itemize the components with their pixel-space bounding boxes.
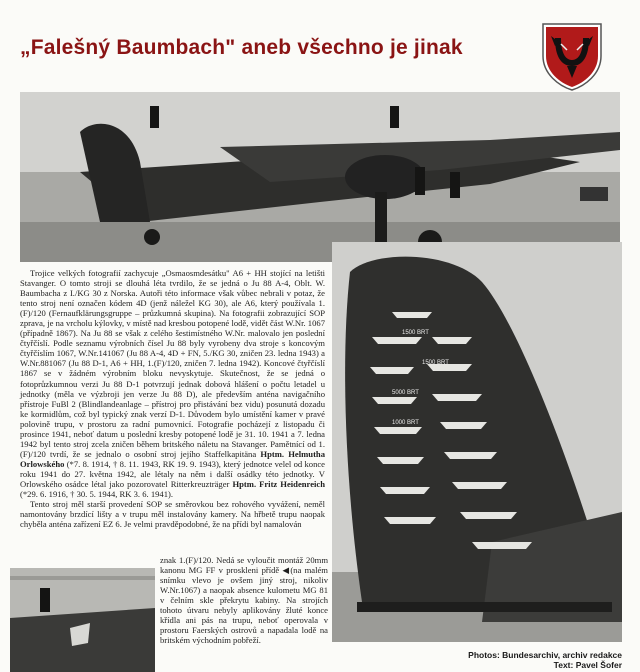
tail-fin-photo bbox=[332, 242, 622, 642]
photo-credit: Photos: Bundesarchiv, archiv redakce bbox=[468, 650, 622, 660]
person-name: Hptm. Helmutha Orlowského bbox=[20, 448, 326, 469]
article-title: „Falešný Baumbach" aneb všechno je jinak bbox=[20, 36, 463, 59]
person-name: Hptm. Fritz Heidenreich bbox=[232, 478, 325, 489]
article-paragraph: Tento stroj měl starší provedení SOP se směrovkou bez rohového vyvážení, neměl namontovány brzdící lišty a v trupu měl instalovány kamery. Na hřbetě trupu naopak chyběla anténa zařízení EZ 6. Je velmi pravděpodobné, že na přídi byl namalován bbox=[20, 499, 325, 530]
aircraft-photo-top bbox=[20, 92, 620, 262]
article-body: Trojice velkých fotografií zachycuje „Osmaosmdesátku" A6 + HH stojící na letišti Stavanger. O tomto stroji se dlouhá léta tvrdilo, že se jedná o Ju 88 A-4, Oblt. W. Baumbacha z I./KG 30 z Norska. Autoři této informace však vůbec nebrali v potaz, že tento stroj není označen kódem 4D (jenž náležel KG 30), ale A6, který používala 1.(F)/120 (Fernaufklärungsgruppe – průzkumná skupina). Na fotografii zobrazující SOP zprava, je na vrcholu kýlovky, v místě nad kresbou potopené lodě, vidět část W.Nr. 1067 (případně 1867). Na Ju 88 se však z celého šestimístného W.Nr. malovalo jen poslední čtyřčíslí. Podle seznamu výrobních čísel Ju 88 byly vyrobeny dva stroje s koncovým čtyřčíslím 1067, W.Nr.141067 (Ju 88 A-4, 4D + FN, 5./KG 30, zničen 23. ledna 1943) a W.Nr.881067 (Ju 88 D-1, A6 + HH, 1.(F)/120, zničen 7. ledna 1942). Koncové čtyřčíslí 1867 se v žádném výrobním bloku nevyskytuje. Skutečnost, že se jedná o fotoprůzkumnou verzi Ju 88 D-1 potvrzují jednak dobová hlášení o počtu letadel u jednotky (měla ve výzbroji jen verze Ju 88 D), ale především anténa navigačního přístroje FuBl 2 (Blindlandeanlage – přístroj pro přistávání bez vidu) posunutá dozadu ke kormidlům, což byl typický znak verzí D-1. Důvodem bylo umístění kamer v pravé polovině trupu, v prostoru za radní pumovnicí. Fotografie pocházejí z listopadu či prosince 1941, neboť datum u poslední kresby potopené lodě je 31. 10. 1941 a 7. ledna 1942 byl tento stroj zcela zničen během britského náletu na Stavanger. Pamětnící od 1.(F)/120 tvrdí, že se jednalo o osobní stroj jejího Staffelkapitäna Hptm. Helmutha Orlowského (*7. 8. 1914, † 8. 11. 1943, RK 19. 9. 1943), který jednotce velel od konce roku 1941 do 27. května 1942, ale létaly na něm i další osádky této jednotky. V Orlowského osádce létal jako pozorovatel Ritterkreuzträger Hptm. Fritz Heidenreich (*29. 6. 1916, † 30. 5. 1944, RK 3. 6. 1941). Tento stroj měl starší provedení SOP se směrovkou bez rohového vyvážení, neměl namontovány brzdící lišty a v trupu měl instalovány kamery. Na hřbetě trupu naopak chyběla anténa zařízení EZ 6. Je velmi pravděpodobné, že na přídi byl namalován bbox=[20, 268, 326, 530]
credits bbox=[432, 650, 622, 670]
unit-emblem-icon bbox=[541, 22, 603, 92]
ship-label: 1500 BRT bbox=[402, 330, 429, 336]
ship-label: 1500 BRT bbox=[422, 360, 449, 366]
article-paragraph: Trojice velkých fotografií zachycuje „Osmaosmdesátku" A6 + HH stojící na letišti Stavanger. O tomto stroji se dlouhá léta tvrdilo, že se jedná o Ju 88 A-4, Oblt. W. Baumbacha z I./KG 30 z Norska. Autoři této informace však vůbec nebrali v potaz, že tento stroj není označen kódem 4D (jenž náležel KG 30), ale A6, který používala 1.(F)/120 (Fernaufklärungsgruppe – průzkumná skupina). Na fotografii zobrazující SOP zprava, je na vrcholu kýlovky, v místě nad kresbou potopené lodě, vidět část W.Nr. 1067 (případně 1867). Na Ju 88 se však z celého šestimístného W.Nr. malovalo jen poslední čtyřčíslí. Podle seznamu výrobních čísel Ju 88 byly vyrobeny dva stroje s koncovým čtyřčíslím 1067, W.Nr.141067 (Ju 88 A-4, 4D + FN, 5./KG 30, zničen 23. ledna 1943) a W.Nr.881067 (Ju 88 D-1, A6 + HH, 1.(F)/120, zničen 7. ledna 1942). Koncové čtyřčíslí 1867 se v žádném výrobním bloku nevyskytuje. Skutečnost, že se jedná o fotoprůzkumnou verzi Ju 88 D-1 potvrzují jednak dobová hlášení o počtu letadel u jednotky (měla ve výzbroji jen verze Ju 88 D), ale především anténa navigačního přístroje FuBl 2 (Blindlandeanlage – přístroj pro přistávání bez vidu) posunutá dozadu ke kormidlům, což byl typický znak verzí D-1. Důvodem bylo umístění kamer v pravé polovině trupu, v prostoru za radní pumovnicí. Fotografie pocházejí z listopadu či prosince 1941, neboť datum u poslední kresby potopené lodě je 31. 10. 1941 a 7. ledna 1942 byl tento stroj zcela zničen během britského náletu na Stavanger. Pamětnící od 1.(F)/120 tvrdí, že se jednalo o osobní stroj jejího Staffelkapitäna bbox=[20, 268, 325, 459]
text-credit: Text: Pavel Šofer bbox=[553, 660, 622, 670]
ship-label: 1000 BRT bbox=[392, 420, 419, 426]
article-paragraph: znak 1.(F)/120. Nedá se vyloučit montáž 20mm kanonu MG FF v proskleni přídě ◀(na malém snímku vlevo je ovšem jiný stroj, nikoliv W.Nr.1067) a naopak absence kulometu MG 81 v čelním skle překrytu kabiny. Na strojích tohoto útvaru nebyly aplikovány žluté konce křídla ani pás na trupu, neboť operovala v prostoru Faerských ostrovů a napadala lodě na britském východním pobřeží. bbox=[160, 555, 328, 646]
article-body-lower bbox=[160, 555, 328, 645]
nose-detail-photo bbox=[10, 568, 155, 672]
ship-label: 5000 BRT bbox=[392, 390, 419, 396]
